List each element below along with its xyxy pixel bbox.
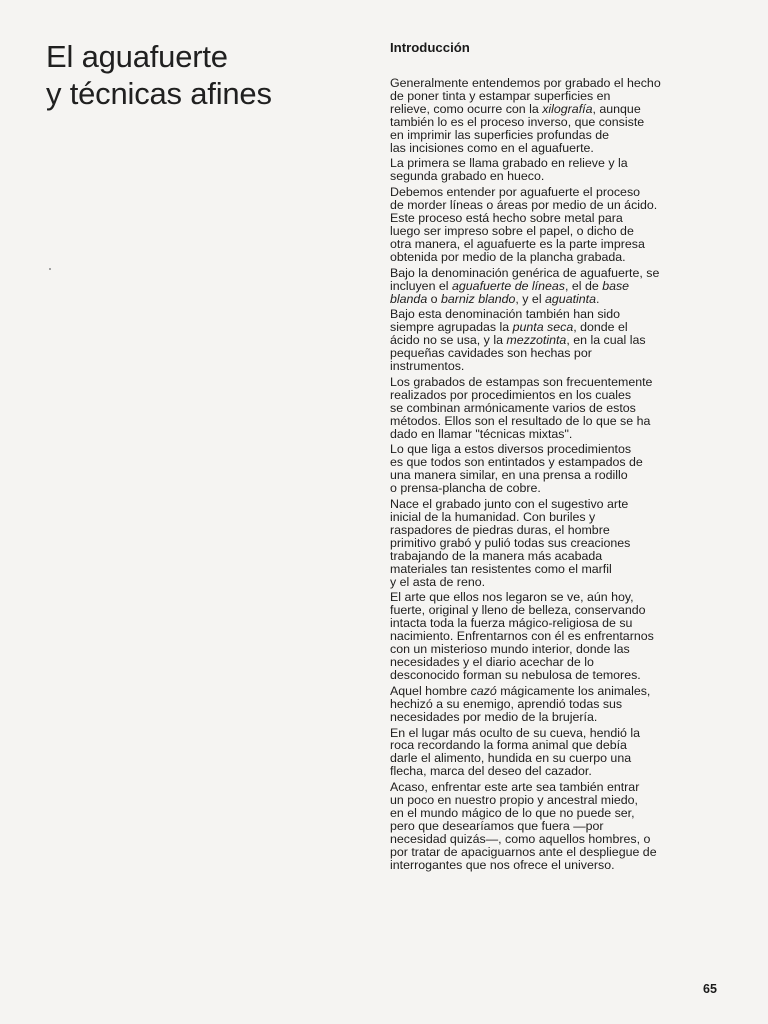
text-segment: , el de <box>564 278 603 293</box>
italic-term: cazó <box>470 683 497 698</box>
text-segment: dado en llamar "técnicas mixtas". <box>390 426 573 441</box>
body-text <box>390 77 724 871</box>
text-segment: materiales tan resistentes como el marfil <box>390 561 612 576</box>
text-segment: fuerte, original y lleno de belleza, conservando <box>390 603 646 618</box>
paragraph <box>390 157 724 183</box>
text-line <box>390 170 724 183</box>
text-segment: se combinan armónicamente varios de estos <box>390 400 636 415</box>
text-segment: pero que desearíamos que fuera —por <box>390 818 604 833</box>
text-segment: Debemos entender por aguafuerte el proceso <box>390 185 641 200</box>
text-segment: pequeñas cavidades son hechas por <box>390 346 592 361</box>
text-segment: inicial de la humanidad. Con buriles y <box>390 510 596 524</box>
text-segment: por tratar de apaciguarnos ante el despliegue de <box>390 844 657 859</box>
text-segment: relieve, como ocurre con la <box>390 101 543 116</box>
italic-term: xilografía <box>542 101 593 116</box>
text-line <box>390 669 724 682</box>
text-segment: necesidad quizás—, como aquellos hombres, o <box>390 831 651 846</box>
text-line <box>390 428 724 441</box>
text-line <box>390 711 724 724</box>
text-segment: , donde el <box>573 320 628 335</box>
section-heading: Introducción <box>390 40 470 55</box>
text-segment: Nace el grabado junto con el sugestivo arte <box>390 497 629 512</box>
text-segment: de morder líneas o áreas por medio de un ácido. <box>390 198 658 213</box>
text-segment: o prensa-plancha de cobre. <box>390 481 541 496</box>
text-segment: En el lugar más oculto de su cueva, hendió la <box>390 725 641 740</box>
text-segment: o <box>427 291 441 306</box>
text-segment: incluyen el <box>390 278 452 293</box>
paragraph <box>390 376 724 441</box>
text-segment: , aunque <box>592 101 641 116</box>
text-line <box>390 142 724 155</box>
text-segment: primitivo grabó y pulió todas sus creaciones <box>390 535 631 550</box>
text-segment: mágicamente los animales, <box>496 683 651 698</box>
text-segment: roca recordando la forma animal que debía <box>390 738 627 753</box>
text-column <box>390 40 724 874</box>
text-segment: Lo que liga a estos diversos procedimientos <box>390 442 632 457</box>
text-segment: , en la cual las <box>566 333 646 348</box>
italic-term: barniz blando <box>441 291 516 306</box>
text-segment: luego ser impreso sobre el papel, o dicho de <box>390 223 634 238</box>
text-segment: realizados por procedimientos en los cuales <box>390 387 632 402</box>
paragraph <box>390 77 724 154</box>
paragraph <box>390 727 724 779</box>
text-segment: otra manera, el aguafuerte es la parte impresa <box>390 236 645 251</box>
text-segment: las incisiones como en el aguafuerte. <box>390 140 594 155</box>
paragraph <box>390 685 724 724</box>
text-segment: La primera se llama grabado en relieve y la <box>390 156 628 171</box>
text-segment: trabajando de la manera más acabada <box>390 548 603 563</box>
text-segment: . <box>596 291 600 306</box>
text-segment: siempre agrupadas la <box>390 320 513 335</box>
italic-term: aguafuerte de líneas <box>452 278 565 293</box>
text-segment: Aquel hombre <box>390 683 471 698</box>
text-line <box>390 859 724 872</box>
text-line <box>390 482 724 495</box>
text-segment: ácido no se usa, y la <box>390 333 507 348</box>
text-segment: segunda grabado en hueco. <box>390 169 545 184</box>
text-segment: es que todos son entintados y estampados de <box>390 455 643 470</box>
text-segment: con un misterioso mundo interior, donde las <box>390 642 630 657</box>
paragraph <box>390 443 724 495</box>
text-segment: Acaso, enfrentar este arte sea también entrar <box>390 780 640 795</box>
text-segment: métodos. Ellos son el resultado de lo que se ha <box>390 413 651 428</box>
italic-term: blanda <box>390 291 428 306</box>
italic-term: aguatinta <box>545 291 596 306</box>
text-segment: El arte que ellos nos legaron se ve, aún hoy, <box>390 590 634 605</box>
text-segment: Los grabados de estampas son frecuentemente <box>390 374 653 389</box>
italic-term: punta seca <box>512 320 574 335</box>
text-segment: una manera similar, en una prensa a rodillo <box>390 468 628 483</box>
text-segment: hechizó a su enemigo, aprendió todas sus <box>390 696 623 711</box>
text-segment: obtenida por medio de la plancha grabada. <box>390 249 626 264</box>
text-segment: intacta toda la fuerza mágico-religiosa de su <box>390 616 633 631</box>
page-title <box>46 38 366 112</box>
title-line-1: El aguafuerte <box>46 39 228 74</box>
text-segment: necesidades por medio de la brujería. <box>390 709 598 724</box>
text-line <box>390 293 724 306</box>
text-line <box>390 251 724 264</box>
text-segment: y el asta de reno. <box>390 574 486 589</box>
page-number: 65 <box>703 982 717 996</box>
text-segment: necesidades y el diario acechar de lo <box>390 654 594 669</box>
text-segment: también lo es el proceso inverso, que consiste <box>390 114 645 129</box>
paragraph <box>390 781 724 871</box>
text-segment: desconocido forman su nebulosa de temores. <box>390 667 641 682</box>
text-segment: instrumentos. <box>390 359 465 374</box>
text-segment: darle el alimento, hundida en su cuerpo una <box>390 751 632 766</box>
italic-term: mezzotinta <box>506 333 567 348</box>
text-segment: Generalmente entendemos por grabado el hecho <box>390 76 661 90</box>
paragraph <box>390 267 724 306</box>
paragraph <box>390 308 724 373</box>
text-line <box>390 576 724 589</box>
text-segment: Bajo esta denominación también han sido <box>390 307 621 322</box>
text-segment: de poner tinta y estampar superficies en <box>390 88 611 103</box>
text-segment: nacimiento. Enfrentarnos con él es enfrentarnos <box>390 629 654 644</box>
text-segment: en imprimir las superficies profundas de <box>390 127 609 142</box>
paragraph <box>390 186 724 263</box>
text-line <box>390 765 724 778</box>
text-line <box>390 360 724 373</box>
print-speck <box>49 268 51 270</box>
text-segment: en el mundo mágico de lo que no puede ser, <box>390 805 635 820</box>
paragraph <box>390 591 724 681</box>
text-segment: flecha, marca del deseo del cazador. <box>390 764 592 779</box>
text-segment: interrogantes que nos ofrece el universo. <box>390 857 615 872</box>
text-segment: , y el <box>515 291 546 306</box>
text-segment: Este proceso está hecho sobre metal para <box>390 211 623 226</box>
title-line-2: y técnicas afines <box>46 76 272 111</box>
text-segment: raspadores de piedras duras, el hombre <box>390 522 610 537</box>
italic-term: base <box>602 278 630 293</box>
text-segment: Bajo la denominación genérica de aguafuerte, se <box>390 265 660 280</box>
text-segment: un poco en nuestro propio y ancestral miedo, <box>390 793 638 808</box>
paragraph <box>390 498 724 588</box>
